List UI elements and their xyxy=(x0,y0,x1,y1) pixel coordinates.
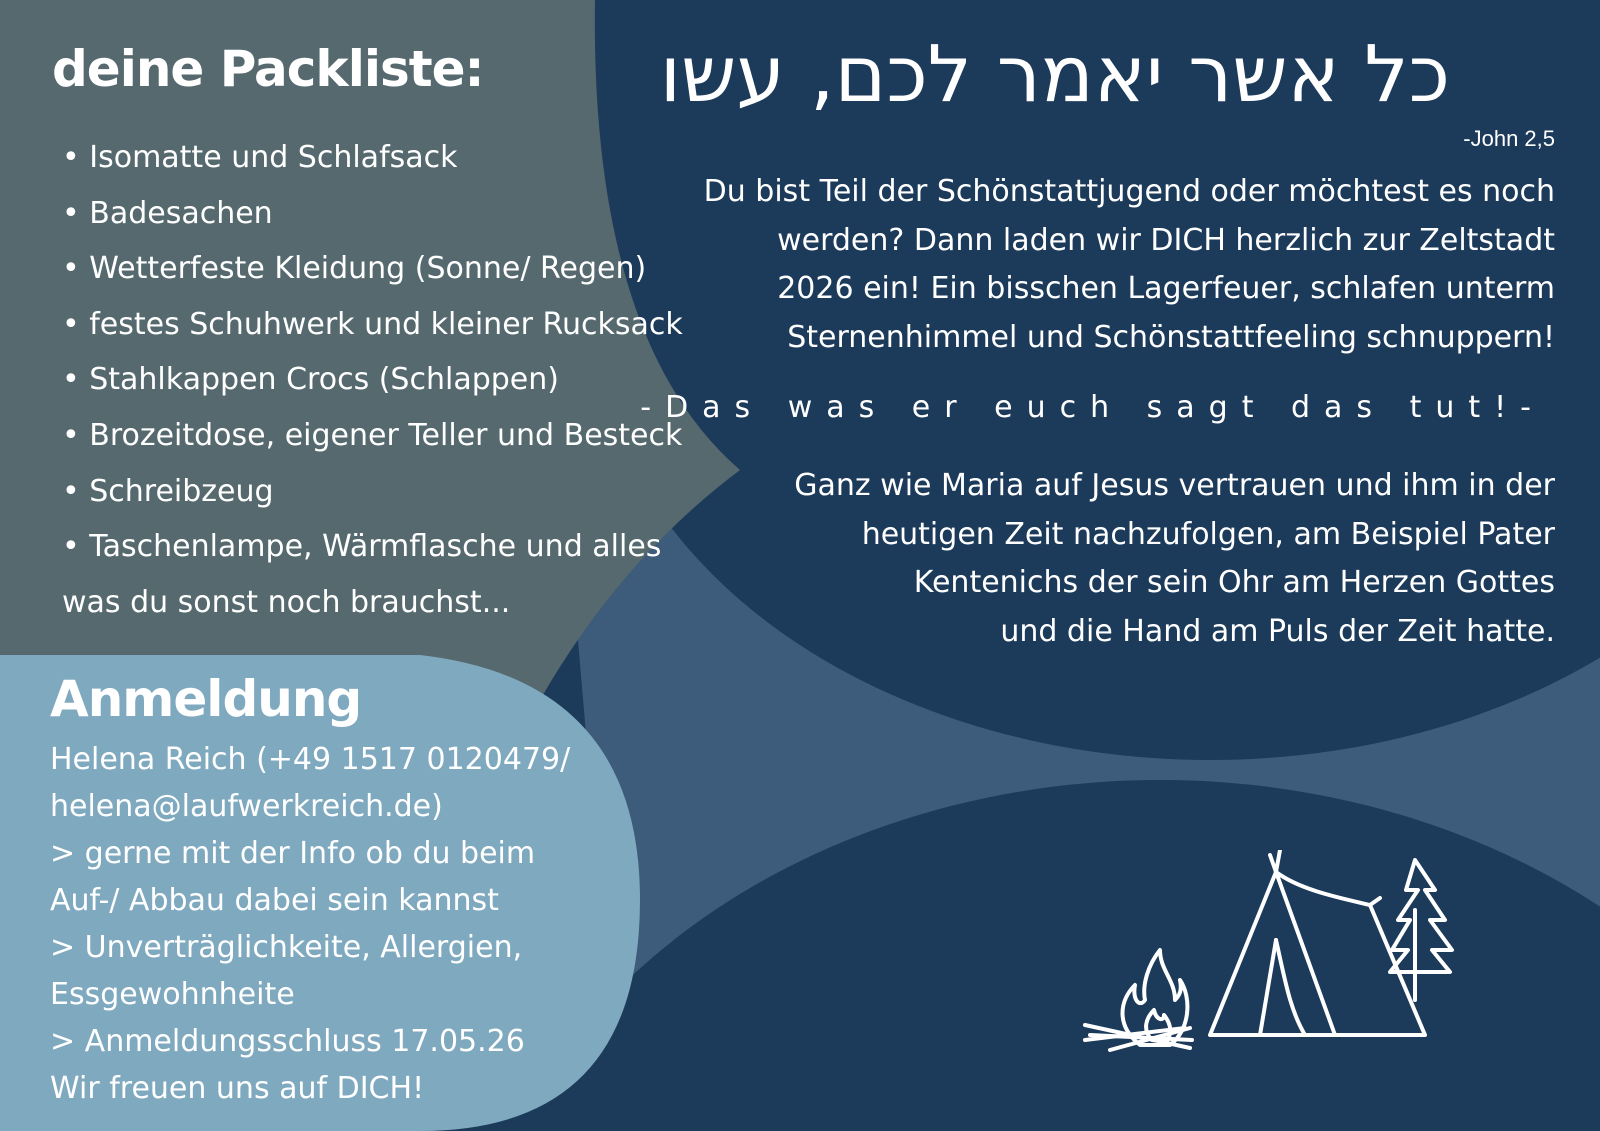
anmeldung-line: Essgewohnheite xyxy=(50,977,295,1012)
hebrew-verse: כל אשר יאמר לכם, עשו xyxy=(659,30,1450,120)
list-item: • Wetterfeste Kleidung (Sonne/ Regen) xyxy=(62,251,647,287)
intro-paragraph xyxy=(704,168,1555,362)
packlist-title: deine Packliste: xyxy=(52,40,484,98)
list-item: • Badesachen xyxy=(62,195,273,231)
mission-line: und die Hand am Puls der Zeit hatte. xyxy=(1000,613,1555,649)
mission-line: Kentenichs der sein Ohr am Herzen Gottes xyxy=(913,565,1555,600)
intro-line: Du bist Teil der Schönstattjugend oder möchtest es noch xyxy=(703,174,1555,209)
campfire-icon xyxy=(1085,950,1192,1050)
motto: -Das was er euch sagt das tut!- xyxy=(640,390,1545,425)
packlist xyxy=(62,130,682,630)
mission-line: Ganz wie Maria auf Jesus vertrauen und ihm in der xyxy=(794,468,1555,503)
list-item: • Taschenlampe, Wärmflasche und alles was du sonst noch brauchst... xyxy=(62,529,662,620)
anmeldung-title: Anmeldung xyxy=(50,670,362,728)
anmeldung-line: Auf-/ Abbau dabei sein kannst xyxy=(50,883,499,918)
intro-line: 2026 ein! Ein bisschen Lagerfeuer, schlafen unterm xyxy=(777,271,1555,306)
anmeldung-details xyxy=(50,736,570,1112)
anmeldung-line: Wir freuen uns auf DICH! xyxy=(50,1071,425,1106)
list-item: • Schreibzeug xyxy=(62,473,274,509)
verse-reference: -John 2,5 xyxy=(1463,126,1555,151)
anmeldung-line: > Unverträglichkeite, Allergien, xyxy=(50,930,523,965)
camping-illustration xyxy=(1080,850,1500,1090)
tent-icon xyxy=(1210,850,1425,1035)
anmeldung-line: > Anmeldungsschluss 17.05.26 xyxy=(50,1024,525,1059)
anmeldung-line: Helena Reich (+49 1517 0120479/ xyxy=(50,742,571,777)
list-item: • festes Schuhwerk und kleiner Rucksack xyxy=(62,306,683,342)
list-item: • Stahlkappen Crocs (Schlappen) xyxy=(62,362,559,398)
mission-line: heutigen Zeit nachzufolgen, am Beispiel Pater xyxy=(861,516,1555,552)
list-item: • Isomatte und Schlafsack xyxy=(62,140,458,175)
intro-line: Sternenhimmel und Schönstattfeeling schnuppern! xyxy=(787,319,1555,355)
mission-paragraph xyxy=(794,462,1555,656)
anmeldung-line: > gerne mit der Info ob du beim xyxy=(50,836,536,871)
anmeldung-line: helena@laufwerkreich.de) xyxy=(50,789,443,824)
list-item: • Brozeitdose, eigener Teller und Besteck xyxy=(62,417,683,453)
intro-line: werden? Dann laden wir DICH herzlich zur Zeltstadt xyxy=(777,222,1555,258)
